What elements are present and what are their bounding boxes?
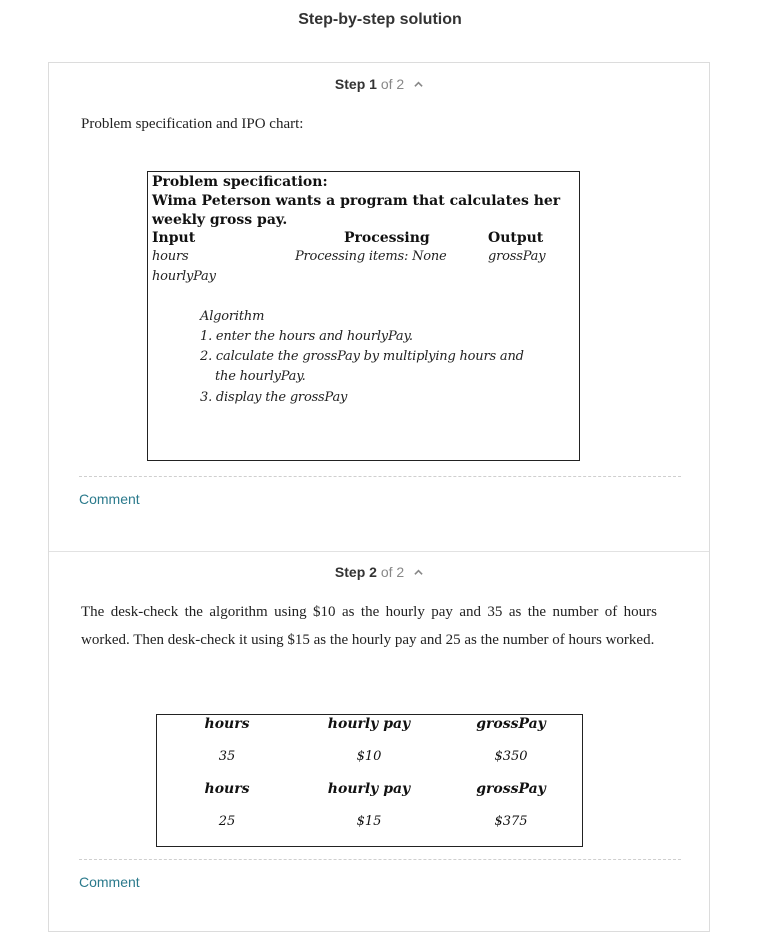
desk-value-gross-pay: $375 bbox=[494, 814, 528, 829]
desk-header-gross-pay: grossPay bbox=[476, 716, 546, 732]
desk-header-hourly-pay: hourly pay bbox=[327, 781, 411, 797]
step-1-text: Problem specification and IPO chart: bbox=[81, 116, 304, 132]
spec-line-2: weekly gross pay. bbox=[152, 212, 288, 228]
page-title: Step-by-step solution bbox=[298, 11, 462, 28]
desk-value-hourly-pay: $15 bbox=[356, 814, 382, 829]
algorithm-step-2: 2. calculate the grossPay by multiplying hours and bbox=[200, 349, 524, 364]
ipo-chart bbox=[147, 171, 580, 461]
step-divider bbox=[49, 551, 709, 552]
algorithm-step-1: 1. enter the hours and hourlyPay. bbox=[200, 329, 413, 344]
step-1-label: Step bbox=[334, 76, 366, 92]
col-output: Output bbox=[488, 230, 544, 246]
desk-value-hours: 35 bbox=[218, 749, 236, 764]
spec-line-1: Wima Peterson wants a program that calculates her bbox=[152, 193, 561, 209]
chevron-up-icon[interactable] bbox=[414, 568, 423, 577]
algorithm-step-3: 3. display the grossPay bbox=[200, 390, 348, 405]
step-2-comment-link[interactable]: Comment bbox=[79, 874, 140, 890]
chevron-up-icon[interactable] bbox=[414, 80, 423, 89]
input-1: hours bbox=[152, 249, 189, 264]
output-1: grossPay bbox=[488, 249, 546, 264]
step-1-number: 1 bbox=[369, 76, 377, 92]
desk-check-table bbox=[156, 714, 583, 847]
desk-value-hourly-pay: $10 bbox=[356, 749, 382, 764]
step-2-number: 2 bbox=[369, 564, 377, 580]
step-2-of: of 2 bbox=[380, 564, 405, 580]
col-processing: Processing bbox=[344, 230, 430, 246]
step-1-of: of 2 bbox=[380, 76, 405, 92]
spec-heading: Problem specification: bbox=[152, 174, 328, 190]
desk-value-gross-pay: $350 bbox=[494, 749, 528, 764]
step-2-header[interactable] bbox=[49, 564, 709, 580]
step-1-header[interactable] bbox=[49, 76, 709, 92]
divider bbox=[79, 859, 681, 860]
step-1-comment-link[interactable]: Comment bbox=[79, 491, 140, 507]
desk-value-hours: 25 bbox=[218, 814, 236, 829]
desk-header-gross-pay: grossPay bbox=[476, 781, 546, 797]
desk-header-hours: hours bbox=[204, 781, 250, 797]
processing-items: Processing items: None bbox=[295, 249, 447, 264]
step-2-label: Step bbox=[334, 564, 366, 580]
col-input: Input bbox=[152, 230, 196, 246]
solution-card bbox=[48, 62, 710, 932]
step-2-text: The desk-check the algorithm using $10 as the hourly pay and 35 as the number of hours worked. Then desk-check it using $15 as the hourly pay and 25 as the number of hours worked. bbox=[81, 604, 657, 648]
algorithm-step-2-cont: the hourlyPay. bbox=[215, 369, 306, 384]
desk-header-hourly-pay: hourly pay bbox=[327, 716, 411, 732]
desk-header-hours: hours bbox=[204, 716, 250, 732]
algorithm-heading: Algorithm bbox=[200, 309, 265, 324]
input-2: hourlyPay bbox=[152, 269, 216, 284]
divider bbox=[79, 476, 681, 477]
